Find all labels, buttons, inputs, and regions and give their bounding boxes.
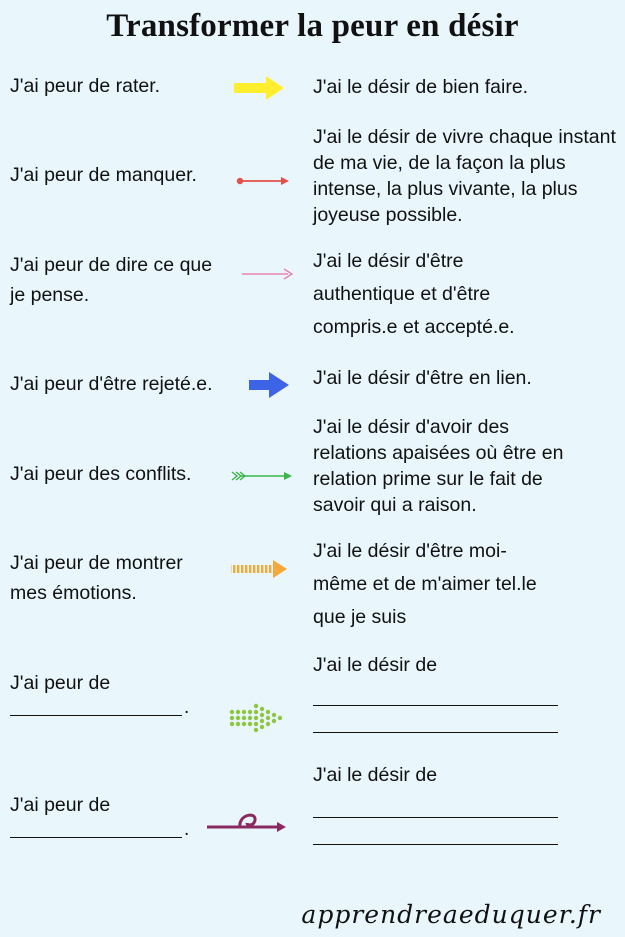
yellow-block-arrow-icon — [232, 74, 286, 102]
desire-text: J'ai le désir d'avoir des relations apaisées où être en relation prime sur le fait de savoir qui a raison. — [313, 416, 564, 516]
fear-text: J'ai peur des conflits. — [10, 463, 192, 485]
desire-text: J'ai le désir de bien faire. — [313, 76, 529, 98]
red-dot-arrow-icon — [235, 174, 291, 188]
fear-text: J'ai peur de montrer mes émotions. — [10, 552, 183, 604]
row-4 — [0, 362, 625, 402]
desire-text: J'ai le désir de vivre chaque instant de ma vie, de la façon la plus intense, la plus vivante, la plus joyeuse possible. — [313, 126, 616, 226]
fear-text: J'ai peur de rater. — [10, 75, 161, 97]
desire-blank-line — [313, 817, 558, 818]
desire-text: J'ai le désir d'être moi-même et de m'aimer tel.le que je suis — [313, 540, 537, 628]
fear-text — [10, 790, 182, 838]
fear-text — [10, 668, 182, 716]
row-7 — [0, 650, 625, 750]
fear-blank-line — [10, 837, 182, 838]
desire-text — [313, 652, 618, 733]
orange-striped-arrow-icon — [229, 558, 289, 580]
purple-loop-arrow-icon — [205, 809, 287, 833]
site-url: apprendreaeduquer.fr — [301, 900, 601, 929]
desire-text: J'ai le désir d'être en lien. — [313, 367, 532, 389]
row-2 — [0, 124, 625, 234]
green-feather-arrow-icon — [230, 469, 294, 483]
desire-label: J'ai le désir de — [313, 654, 438, 676]
desire-blank-line — [313, 844, 558, 845]
fear-label: J'ai peur de — [10, 794, 111, 816]
pink-thin-arrow-icon — [240, 267, 294, 281]
fear-blank-line — [10, 715, 182, 716]
fear-text: J'ai peur de manquer. — [10, 164, 197, 186]
row-5 — [0, 414, 625, 518]
blue-block-arrow-icon — [247, 370, 291, 400]
desire-text — [313, 762, 618, 845]
fear-label: J'ai peur de — [10, 672, 111, 694]
desire-blank-line — [313, 705, 558, 706]
desire-blank-line — [313, 732, 558, 733]
row-6 — [0, 535, 625, 635]
desire-label: J'ai le désir de — [313, 764, 438, 786]
row-1 — [0, 70, 625, 110]
desire-text: J'ai le désir d'être authentique et d'être compris.e et accepté.e. — [313, 250, 515, 338]
row-3 — [0, 245, 625, 345]
fear-text: J'ai peur d'être rejeté.e. — [10, 373, 213, 395]
page-title: Transformer la peur en désir — [106, 8, 519, 44]
fear-text: J'ai peur de dire ce que je pense. — [10, 254, 213, 306]
green-dotted-arrow-icon — [228, 702, 284, 734]
row-8 — [0, 762, 625, 862]
